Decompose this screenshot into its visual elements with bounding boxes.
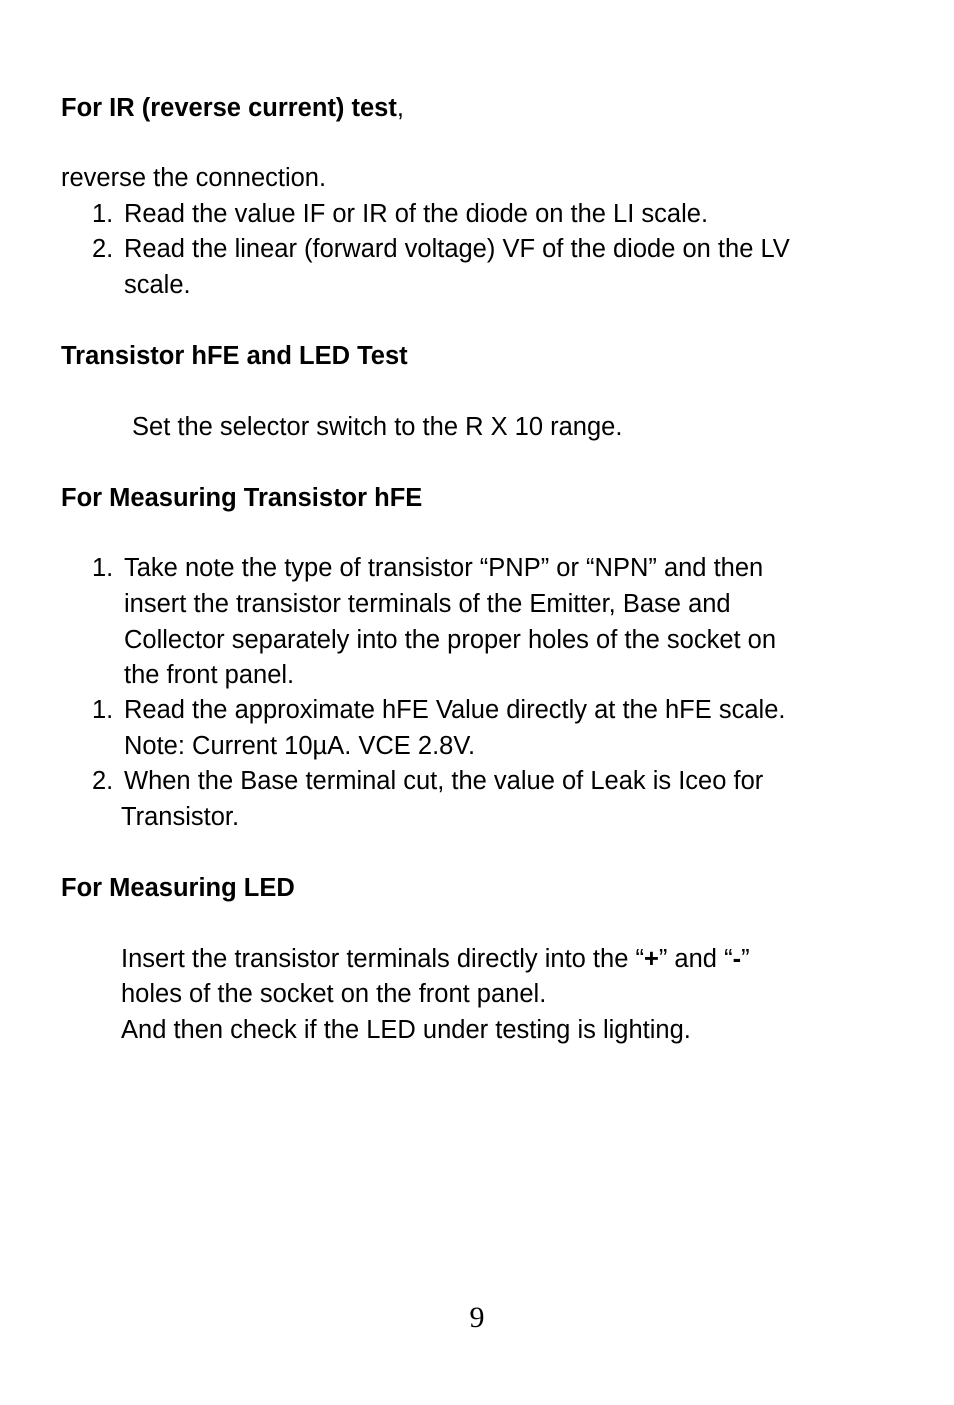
ir-test-item-number: 1. <box>92 200 114 228</box>
ir-test-item-text: Read the linear (forward voltage) VF of the diode on the LV <box>124 235 790 263</box>
selector-switch-text: Set the selector switch to the R X 10 range. <box>132 413 623 441</box>
hfe-item-text: Collector separately into the proper holes of the socket on <box>124 626 777 654</box>
led-text-line <box>121 941 750 977</box>
ir-test-heading-line <box>61 90 404 126</box>
hfe-item-text: insert the transistor terminals of the Emitter, Base and <box>124 590 731 618</box>
hfe-item-text: When the Base terminal cut, the value of Leak is Iceo for <box>124 767 764 795</box>
plus-symbol: + <box>643 945 659 973</box>
hfe-item-text: the front panel. <box>124 661 295 689</box>
ir-test-item-text: Read the value IF or IR of the diode on the LI scale. <box>124 200 709 228</box>
page-number: 9 <box>469 1301 485 1334</box>
ir-test-intro: reverse the connection. <box>61 164 327 192</box>
led-text-part: ” and “ <box>658 945 733 973</box>
hfe-item-number: 1. <box>92 696 114 724</box>
ir-test-heading: For IR (reverse current) test <box>61 94 397 122</box>
led-heading: For Measuring LED <box>61 874 295 902</box>
led-text-part: Insert the transistor terminals directly into the “ <box>121 945 644 973</box>
ir-test-heading-suffix: , <box>396 94 404 122</box>
hfe-item-number: 1. <box>92 554 114 582</box>
hfe-item-text: Take note the type of transistor “PNP” or “NPN” and then <box>124 554 764 582</box>
led-text-line: And then check if the LED under testing is lighting. <box>121 1016 691 1044</box>
transistor-led-heading: Transistor hFE and LED Test <box>61 342 408 370</box>
led-text-part: ” <box>741 945 750 973</box>
hfe-heading: For Measuring Transistor hFE <box>61 484 423 512</box>
hfe-item-text: Transistor. <box>121 803 240 831</box>
ir-test-item-text: scale. <box>124 271 191 299</box>
hfe-item-number: 2. <box>92 767 114 795</box>
minus-symbol: - <box>732 945 742 973</box>
led-text-line: holes of the socket on the front panel. <box>121 980 547 1008</box>
hfe-item-text: Note: Current 10µA. VCE 2.8V. <box>124 732 476 760</box>
ir-test-item-number: 2. <box>92 235 114 263</box>
hfe-item-text: Read the approximate hFE Value directly at the hFE scale. <box>124 696 786 724</box>
